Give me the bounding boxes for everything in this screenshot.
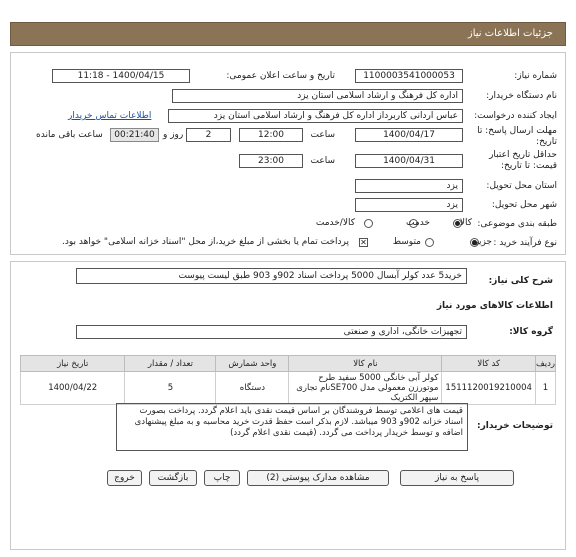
col-code: کد کالا	[442, 356, 536, 372]
need-number-field[interactable]: 1100003541000053	[355, 69, 463, 83]
process-label: نوع فرآیند خرید :	[493, 238, 557, 248]
announce-label: تاریخ و ساعت اعلان عمومی:	[226, 71, 335, 81]
print-button[interactable]: چاپ	[204, 470, 240, 486]
validity-label: حداقل تاریخ اعتبار قیمت: تا تاریخ:	[489, 150, 557, 171]
row-qty: 5	[125, 372, 216, 405]
summary-field: خرید5 عدد کولر آبسال 5000 پرداخت اسناد 902و 903 طبق لیست پیوست	[76, 268, 467, 284]
goods-info-heading: اطلاعات کالاهای مورد نیاز	[436, 301, 553, 311]
row-code: 1511120019210004	[442, 372, 536, 405]
deadline-date-field[interactable]: 1400/04/17	[355, 128, 463, 142]
deadline-label: مهلت ارسال پاسخ: تا تاریخ:	[477, 126, 557, 147]
remaining-time-field: 00:21:40	[110, 128, 159, 142]
process-option-minor: جزیی	[471, 237, 492, 247]
days-field[interactable]: 2	[186, 128, 231, 142]
page-title: جزئیات اطلاعات نیاز	[467, 28, 553, 39]
deadline-time-field[interactable]: 12:00	[239, 128, 303, 142]
buyer-field[interactable]: اداره کل فرهنگ و ارشاد اسلامی استان یزد	[172, 89, 463, 103]
back-button[interactable]: بازگشت	[149, 470, 197, 486]
province-field[interactable]: یزد	[355, 179, 463, 193]
table-header-row	[21, 356, 556, 372]
col-qty: تعداد / مقدار	[125, 356, 216, 372]
col-index: ردیف	[535, 356, 555, 372]
deadline-time-label: ساعت	[310, 130, 335, 140]
process-radio-medium[interactable]	[425, 238, 434, 247]
row-index: 1	[535, 372, 555, 405]
group-field: تجهیزات خانگی، اداری و صنعتی	[76, 325, 467, 339]
category-radio-both[interactable]	[364, 219, 373, 228]
buyer-notes-label: توضیحات خریدار:	[477, 421, 553, 431]
need-number-label: شماره نیاز:	[514, 71, 557, 81]
creator-label: ایجاد کننده درخواست:	[474, 111, 557, 121]
table-row[interactable]	[21, 372, 556, 405]
row-name: کولر آبی خانگی 5000 سفید طرح موتورزن معمولی مدل SE700نام تجاری سپهر الکتریک	[289, 372, 442, 405]
items-table	[20, 355, 556, 405]
col-date: تاریخ نیاز	[21, 356, 125, 372]
validity-date-field[interactable]: 1400/04/31	[355, 154, 463, 168]
validity-time-label: ساعت	[310, 156, 335, 166]
items-table-wrap	[20, 355, 556, 405]
group-label: گروه کالا:	[509, 327, 553, 337]
category-option-service: خدمت	[406, 218, 430, 228]
category-option-both: کالا/خدمت	[315, 218, 355, 228]
announce-field[interactable]: 1400/04/15 - 11:18	[52, 69, 190, 83]
category-option-goods: کالا	[459, 218, 472, 228]
city-field[interactable]: یزد	[355, 198, 463, 212]
city-label: شهر محل تحویل:	[491, 200, 557, 210]
buyer-label: نام دستگاه خریدار:	[486, 91, 557, 101]
row-date: 1400/04/22	[21, 372, 125, 405]
treasury-checkbox[interactable]: ✕	[360, 238, 367, 247]
remaining-label: ساعت باقی مانده	[36, 130, 103, 140]
days-label: روز و	[163, 130, 184, 140]
buyer-notes-box: قیمت های اعلامی توسط فروشندگان بر اساس قیمت نقدی باید اعلام گردد. پرداخت بصورت اسناد خزانه 902و 903 میباشد. لازم بذکر است حفظ قدرت خرید محاسبه و به مبلغ پیشنهادی اضافه و توسط خریدار پرداخت می گردد. (قیمت نقدی اعلام گردد)	[116, 403, 468, 451]
reply-button[interactable]: پاسخ به نیاز	[400, 470, 514, 486]
view-attachments-button[interactable]: مشاهده مدارک پیوستی (2)	[247, 470, 389, 486]
province-label: استان محل تحویل:	[486, 181, 557, 191]
category-label: طبقه بندی موضوعی:	[477, 219, 557, 229]
buyer-contact-link[interactable]: اطلاعات تماس خریدار	[68, 111, 152, 121]
page-header	[10, 22, 566, 46]
exit-button[interactable]: خروج	[107, 470, 142, 486]
summary-label: شرح کلی نیاز:	[488, 276, 553, 286]
row-unit: دستگاه	[216, 372, 289, 405]
validity-time-field[interactable]: 23:00	[239, 154, 303, 168]
col-name: نام کالا	[289, 356, 442, 372]
col-unit: واحد شمارش	[216, 356, 289, 372]
process-option-medium: متوسط	[392, 237, 421, 247]
treasury-note: پرداخت تمام یا بخشی از مبلغ خرید،از محل "اسناد خزانه اسلامی" خواهد بود.	[62, 237, 350, 247]
creator-field[interactable]: عباس اردانی کاربرداز اداره کل فرهنگ و ارشاد اسلامی استان یزد	[168, 109, 463, 123]
